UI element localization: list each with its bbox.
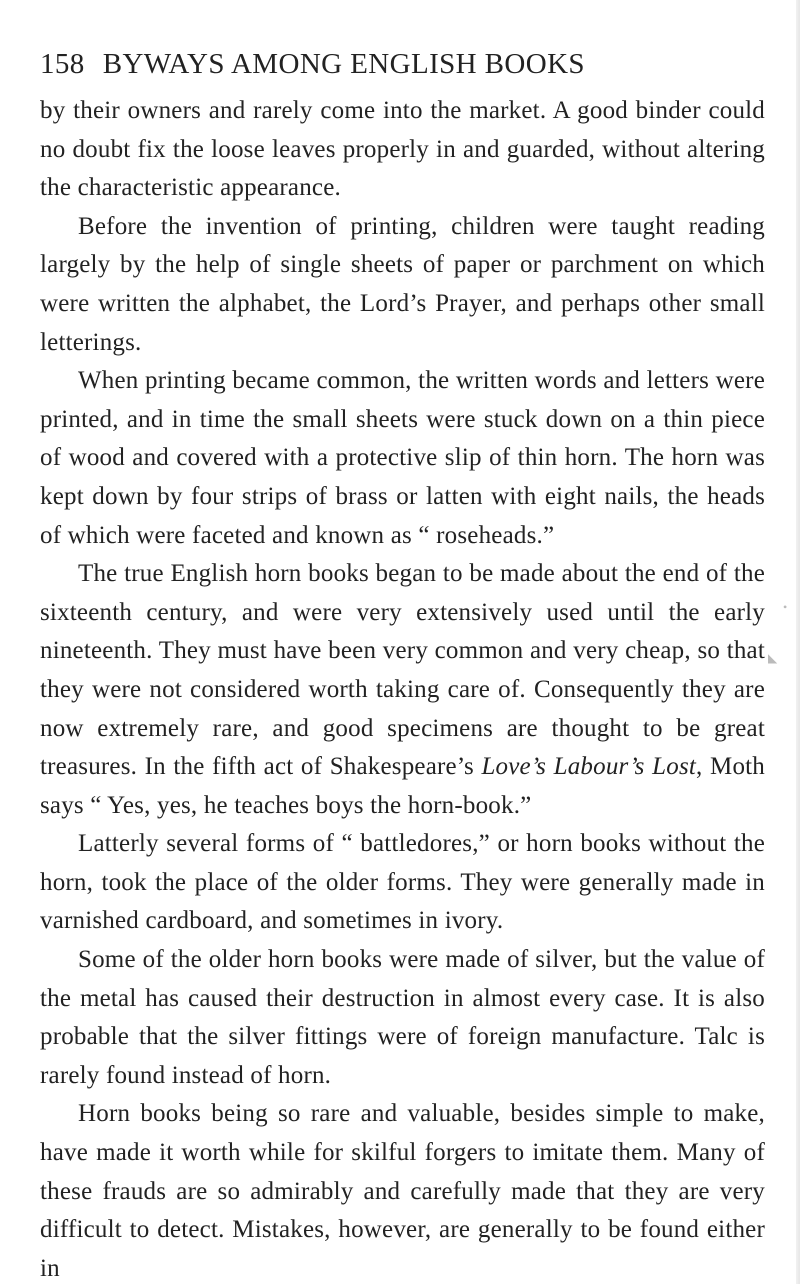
- page-number: 158: [40, 48, 85, 80]
- paragraph: Some of the older horn books were made of silver, but the value of the metal has caused their destruction in almost every case. It is also probable that the silver fittings were of foreign manufacture. Talc is rarely found instead of horn.: [40, 946, 765, 1089]
- body-text: [40, 92, 765, 1288]
- paragraph: Latterly several forms of “ battledores,” or horn books without the horn, took the place of the older forms. They were generally made in varnished cardboard, and sometimes in ivory.: [40, 830, 765, 935]
- paragraph: by their owners and rarely come into the market. A good binder could no doubt fix the loose leaves properly in and guarded, without altering the characteristic appearance.: [40, 97, 765, 202]
- margin-mark: •: [783, 600, 788, 614]
- book-page: [40, 42, 765, 1288]
- margin-mark: ◣: [768, 651, 778, 665]
- paragraph: When printing became common, the written words and letters were printed, and in time the small sheets were stuck down on a thin piece of wood and covered with a protective slip of thin horn. The horn was kept down by four strips of brass or latten with eight nails, the heads of which were faceted and known as “ roseheads.”: [40, 367, 765, 549]
- running-head: [40, 42, 765, 86]
- paragraph: Horn books being so rare and valuable, besides simple to make, have made it worth while for skilful forgers to imitate them. Many of these frauds are so admirably and carefully made that they are very difficult to detect. Mistakes, however, are generally to be found either in: [40, 1100, 765, 1282]
- paragraph-text: , Moth says “ Yes, yes, he teaches boys the horn-book.”: [40, 753, 765, 819]
- paragraph: [40, 555, 765, 825]
- page-edge-shadow: [796, 0, 800, 1284]
- running-title: BYWAYS AMONG ENGLISH BOOKS: [102, 48, 585, 80]
- play-title: Love’s Labour’s Lost: [481, 753, 697, 781]
- paragraph-text: The true English horn books began to be made about the end of the sixteenth century, and were very extensively used until the early nineteenth. They must have been very common and very cheap, so that they were not considered worth taking care of. Consequently they are now extremely rare, and good specimens are thought to be great treasures. In the fifth act of Shakespeare’s: [40, 560, 765, 781]
- paragraph: Before the invention of printing, children were taught reading largely by the help of single sheets of paper or parchment on which were written the alphabet, the Lord’s Prayer, and perhaps other small letterings.: [40, 212, 765, 356]
